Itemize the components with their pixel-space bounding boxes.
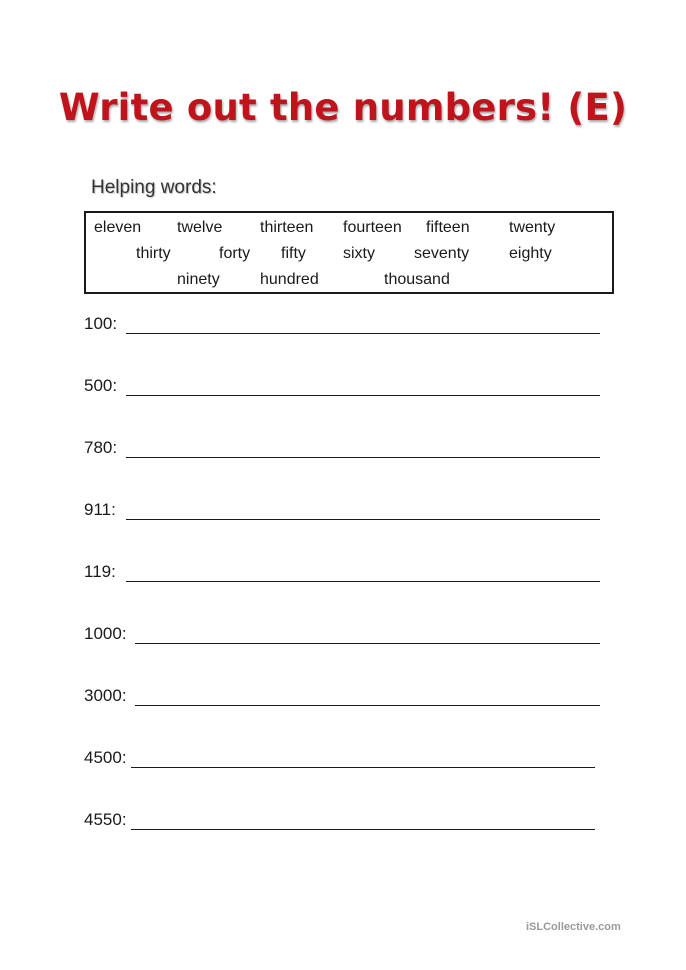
answer-line[interactable] <box>131 829 595 830</box>
number-label: 3000: <box>84 686 127 705</box>
answer-line[interactable] <box>126 457 600 458</box>
helping-word: ninety <box>177 271 220 288</box>
helping-word: hundred <box>260 271 319 288</box>
answer-line[interactable] <box>135 705 600 706</box>
watermark: iSLCollective.com <box>526 921 621 933</box>
helping-word: sixty <box>343 245 375 262</box>
number-label: 119: <box>84 562 116 581</box>
helping-word: eighty <box>509 245 552 262</box>
helping-words-box <box>84 211 614 294</box>
answer-line[interactable] <box>126 581 600 582</box>
answer-line[interactable] <box>131 767 595 768</box>
helping-word: twenty <box>509 219 556 236</box>
answer-line[interactable] <box>126 333 600 334</box>
helping-word: twelve <box>177 219 223 236</box>
helping-word: thirteen <box>260 219 314 236</box>
helping-word: fourteen <box>343 219 402 236</box>
worksheet-title: Write out the numbers! (E) <box>58 86 628 129</box>
number-label: 100: <box>84 314 118 333</box>
answer-line[interactable] <box>126 395 600 396</box>
helping-words-label: Helping words: <box>91 177 217 198</box>
answer-line[interactable] <box>126 519 600 520</box>
number-label: 911: <box>84 500 116 519</box>
helping-word: forty <box>219 245 251 262</box>
answer-line[interactable] <box>135 643 600 644</box>
number-label: 4550: <box>84 810 127 829</box>
helping-word: thirty <box>136 245 171 262</box>
number-label: 4500: <box>84 748 127 767</box>
helping-word: seventy <box>414 245 470 262</box>
helping-word: fifteen <box>426 219 470 236</box>
number-label: 1000: <box>84 624 127 643</box>
helping-word: fifty <box>281 245 306 262</box>
number-label: 780: <box>84 438 118 457</box>
helping-word: thousand <box>384 271 450 288</box>
number-label: 500: <box>84 376 118 395</box>
helping-word: eleven <box>94 219 142 236</box>
